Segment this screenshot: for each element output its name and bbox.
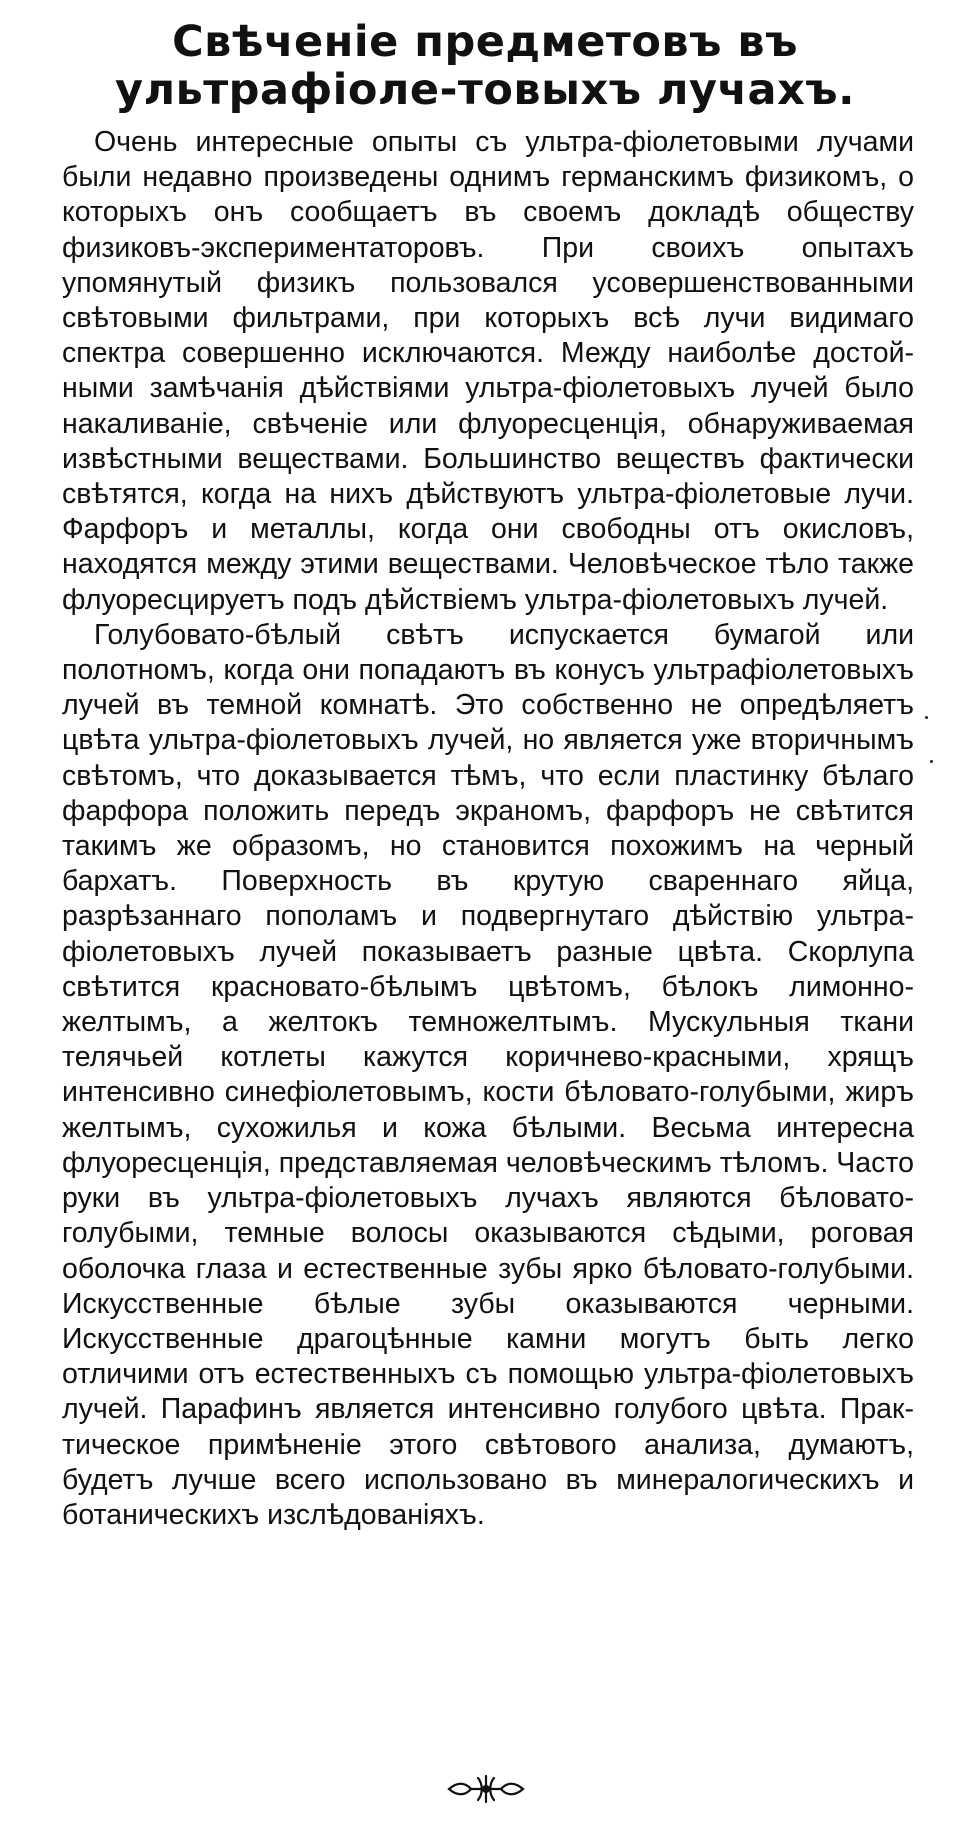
paragraph-1: Очень интересные опыты съ ультра-фіолетовыми лучами были недавно произведены однимъ германскимъ физикомъ, о которыхъ онъ сообщаетъ въ своемъ докладѣ обществу физиковъ-экспериментаторовъ. При своихъ опытахъ упомянутый физикъ пользовался усовершенствованными свѣтовыми фильтрами, при которыхъ всѣ лучи видимаго спектра совершенно исключаются. Между наиболѣе достойными замѣчанія дѣйствіями ультра-фіолетовыхъ лучей было накаливаніе, свѣченіе или флуоресценція, обнаруживаемая извѣстными веществами. Большинство веществъ фактически свѣтятся, когда на нихъ дѣйствуютъ ультра-фіолетовые лучи. Фарфоръ и металлы, когда они свободны отъ окисловъ, находятся между этими веществами. Человѣческое тѣло также флуоресцируетъ подъ дѣйствіемъ ультра-фіолетовыхъ лучей. bbox=[62, 126, 914, 616]
print-speck bbox=[925, 716, 928, 719]
fleuron-ornament-icon bbox=[445, 1772, 527, 1806]
article-title: Свѣченіе предметовъ въ ультрафіоле-товыхъ лучахъ. bbox=[115, 17, 855, 115]
print-speck bbox=[930, 760, 933, 763]
article-body bbox=[62, 125, 914, 1533]
paragraph-2: Голубовато-бѣлый свѣтъ испускается бумагой или полотномъ, когда они попадаютъ въ конусъ ультрафіолетовыхъ лучей въ темной комнатѣ. Это собственно не опредѣляетъ цвѣта ультра-фіолетовыхъ лучей, но является уже вторичнымъ свѣтомъ, что доказывается тѣмъ, что если пластинку бѣлаго фарфора положить передъ экраномъ, фарфоръ не свѣтится такимъ же образомъ, но становится похожимъ на черный бархатъ. Поверхность въ крутую свареннаго яйца, разрѣзаннаго пополамъ и подвергнутаго дѣйствію ультра-фіолетовыхъ лучей показываетъ разные цвѣта. Скорлупа свѣтится красновато-бѣлымъ цвѣтомъ, бѣлокъ лимонно-желтымъ, а желтокъ темножелтымъ. Мускульныя ткани телячьей котлеты кажутся коричнево-красными, хрящъ интенсивно синефіолетовымъ, кости бѣловато-голубыми, жиръ желтымъ, сухожилья и кожа бѣлыми. Весьма интересна флуоресценція, представляемая человѣческимъ тѣломъ. Часто руки въ ультра-фіолетовыхъ лучахъ являются бѣловато-голубыми, темные волосы оказываются сѣдыми, роговая оболочка глаза и естественные зубы ярко бѣловато-голубыми. Искусственные бѣлые зубы оказываются черными. Искусственные драгоцѣнные камни могутъ быть легко отличими отъ естественныхъ съ помощью ультра-фіолетовыхъ лучей. Парафинъ является интенсивно голубого цвѣта. Практическое примѣненіе этого свѣтового анализа, думаютъ, будетъ лучше всего использовано въ минералогическихъ и ботаническихъ изслѣдованіяхъ. bbox=[62, 618, 914, 1531]
